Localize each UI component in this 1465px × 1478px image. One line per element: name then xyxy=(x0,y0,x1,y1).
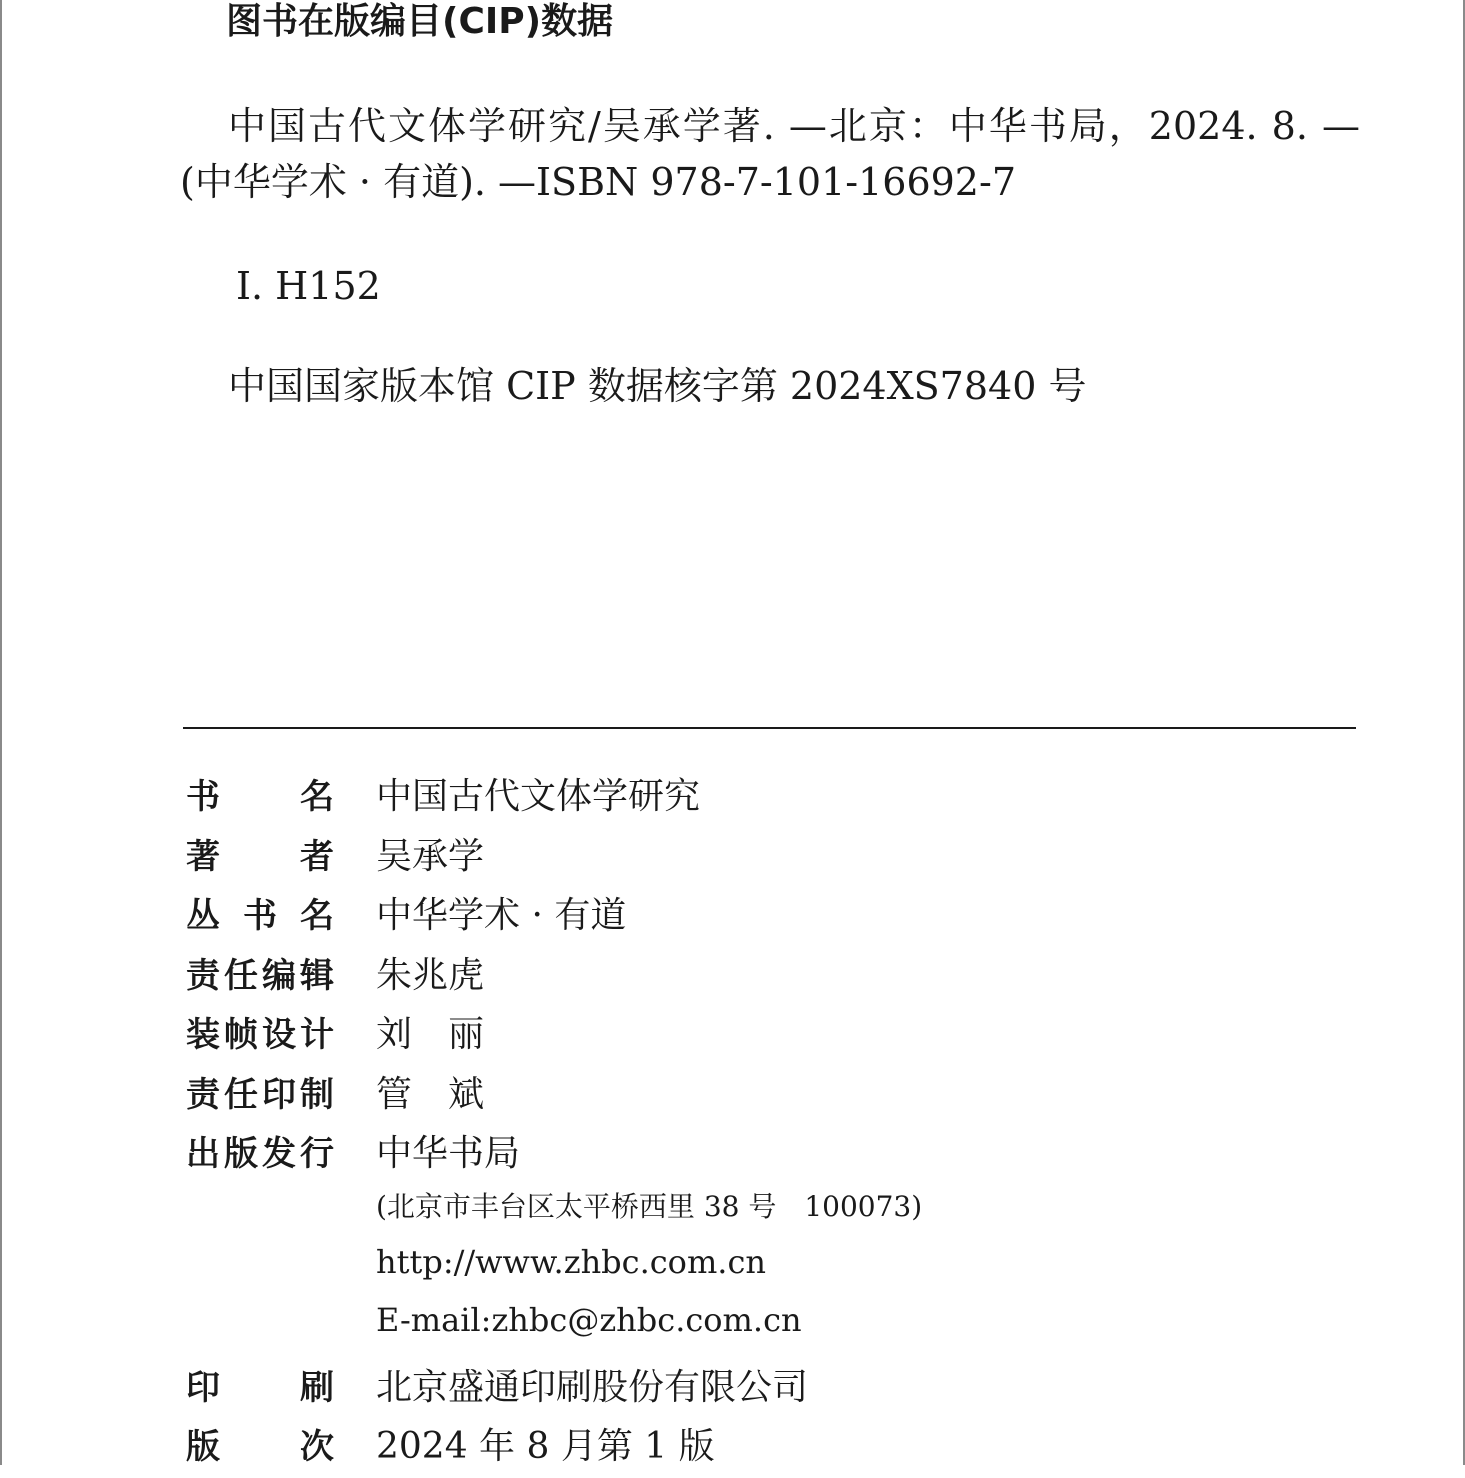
colophon-row-author xyxy=(186,828,1356,888)
colophon-row-edition xyxy=(186,1418,1356,1478)
cip-record: 中国古代文体学研究/吴承学著. —北京：中华书局，2024. 8. —(中华学术 · 有道). —ISBN 978-7-101-16692-7 xyxy=(180,104,1360,204)
design-label: 装帧设计 xyxy=(186,1015,334,1055)
colophon xyxy=(186,768,1356,1478)
cip-approval-number: 中国国家版本馆 CIP 数据核字第 2024XS7840 号 xyxy=(228,364,1087,408)
colophon-row-printing-supervisor xyxy=(186,1066,1356,1126)
printing-supervisor-value: 管 斌 xyxy=(376,1073,485,1115)
colophon-row-printer xyxy=(186,1359,1356,1419)
colophon-row-editor xyxy=(186,947,1356,1007)
publisher-label: 出版发行 xyxy=(186,1134,334,1174)
design-value: 刘 丽 xyxy=(376,1014,485,1055)
edition-value: 2024 年 8 月第 1 版 xyxy=(376,1426,715,1467)
edition-label: 版次 xyxy=(186,1427,334,1467)
editor-value: 朱兆虎 xyxy=(376,954,485,996)
publisher-website-link[interactable]: http://www.zhbc.com.cn xyxy=(376,1242,766,1281)
colophon-row-publisher-website xyxy=(186,1243,1356,1301)
cip-heading: 图书在版编目(CIP)数据 xyxy=(226,1,614,42)
printer-value: 北京盛通印刷股份有限公司 xyxy=(376,1366,809,1408)
title-label: 书名 xyxy=(186,777,334,817)
author-label: 著者 xyxy=(186,836,334,877)
author-value: 吴承学 xyxy=(376,835,485,877)
colophon-row-series xyxy=(186,887,1356,947)
editor-label: 责任编辑 xyxy=(186,955,334,996)
colophon-row-design xyxy=(186,1006,1356,1066)
series-label: 丛书名 xyxy=(186,896,334,936)
divider-line xyxy=(183,727,1356,729)
printing-supervisor-label: 责任印制 xyxy=(186,1074,334,1115)
printer-label: 印刷 xyxy=(186,1367,334,1408)
publisher-value: 中华书局 xyxy=(376,1133,521,1174)
publisher-address: (北京市丰台区太平桥西里 38 号 100073) xyxy=(376,1189,923,1223)
cip-classification: Ⅰ. H152 xyxy=(236,264,381,308)
colophon-row-title xyxy=(186,768,1356,828)
colophon-row-publisher xyxy=(186,1125,1356,1185)
colophon-row-publisher-email xyxy=(186,1301,1356,1359)
series-value: 中华学术 · 有道 xyxy=(376,895,627,936)
title-value: 中国古代文体学研究 xyxy=(376,776,701,817)
publisher-email-link[interactable]: E-mail:zhbc@zhbc.com.cn xyxy=(376,1300,802,1339)
colophon-row-publisher-address xyxy=(186,1185,1356,1243)
